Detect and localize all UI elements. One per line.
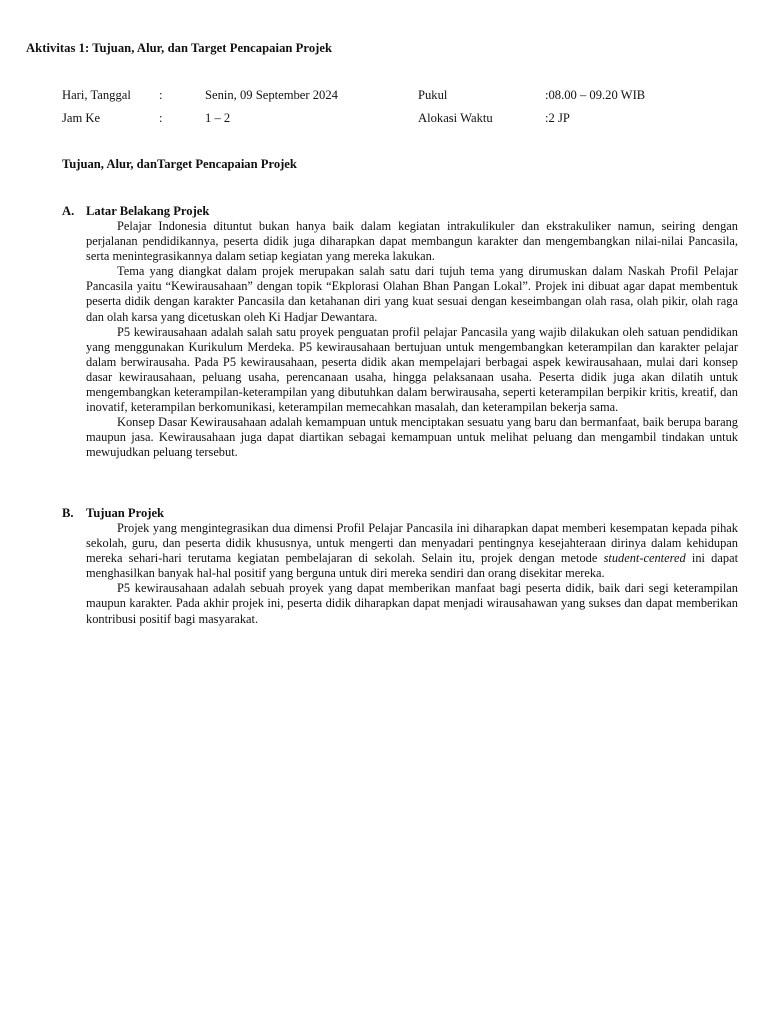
paragraph: P5 kewirausahaan adalah salah satu proyek penguatan profil pelajar Pancasila yang wajib dilakukan oleh satuan pendidikan yang menggunakan Kurikulum Merdeka. P5 kewirausahaan bertujuan untuk mengembangkan keterampilan dan karakter pelajar dalam berwirausaha. Pada P5 kewirausahaan, peserta didik akan mempelajari berbagai aspek kewirausahaan, mulai dari konsep dasar kewirausahaan, peluang usaha, perencanaan usaha, hingga pelaksanaan usaha. Peserta didik juga akan dilatih untuk mengembangkan keterampilan-keterampilan yang dibutuhkan dalam berwirausaha, seperti keterampilan berpikir kritis, kreatif, dan inovatif, keterampilan berkomunikasi, keterampilan memecahkan masalah, dan keterampilan bekerja sama.	[86, 324, 738, 415]
section-subtitle: Tujuan, Alur, danTarget Pencapaian Projek	[62, 157, 297, 171]
jam-separator: :	[159, 111, 163, 125]
section-letter: A.	[62, 204, 75, 218]
section-heading	[62, 506, 738, 521]
paragraph	[86, 521, 738, 581]
pukul-value: :08.00 – 09.20 WIB	[545, 88, 646, 102]
jam-value: 1 – 2	[205, 111, 231, 125]
hari-label: Hari, Tanggal	[62, 88, 131, 102]
section-heading-text: Tujuan Projek	[86, 506, 165, 520]
paragraph-text: ini dapat menghasilkan banyak hal-hal positif yang berguna untuk diri mereka sendiri dan orang disekitar mereka.	[86, 551, 739, 581]
section-heading-text: Latar Belakang Projek	[86, 204, 210, 218]
paragraph-text: Projek yang mengintegrasikan dua dimensi Profil Pelajar Pancasila ini diharapkan dapat memberi kesempatan kepada pihak sekolah, guru, dan peserta didik khususnya, untuk mengerti dan menyadari pentingnya kesejahteraan dirinya dalam kehidupan mereka sehari-hari terutama kegiatan pembelajaran di sekolah. Selain itu, projek dengan metode	[86, 521, 738, 566]
paragraph: Konsep Dasar Kewirausahaan adalah kemampuan untuk menciptakan sesuatu yang baru dan bermanfaat, baik berupa barang maupun jasa. Kewirausahaan juga dapat diartikan sebagai kemampuan untuk melihat peluang dan mengambil tindakan untuk mewujudkan peluang tersebut.	[86, 415, 738, 460]
document-title: Aktivitas 1: Tujuan, Alur, dan Target Pencapaian Projek	[26, 41, 333, 55]
section-body	[86, 521, 738, 627]
jam-label: Jam Ke	[62, 111, 101, 125]
section-body	[86, 219, 738, 461]
alokasi-value: :2 JP	[545, 111, 570, 125]
section-latar-belakang	[62, 204, 738, 461]
section-letter: B.	[62, 506, 74, 520]
pukul-label: Pukul	[418, 88, 448, 102]
section-heading	[62, 204, 738, 219]
paragraph: Tema yang diangkat dalam projek merupakan salah satu dari tujuh tema yang dirumuskan dalam Naskah Profil Pelajar Pancasila yaitu “Kewirausahaan” dengan topik “Ekplorasi Olahan Bhan Pangan Lokal”. Projek ini dibuat agar dapat membentuk peserta didik dengan karakter Pancasila dan ketahanan diri yang kuat sesuai dengan keseimbangan olah rasa, olah pikir, olah raga dan olah karsa yang dicetuskan oleh Ki Hadjar Dewantara.	[86, 264, 738, 324]
hari-separator: :	[159, 88, 163, 102]
hari-value: Senin, 09 September 2024	[205, 88, 338, 102]
alokasi-label: Alokasi Waktu	[418, 111, 493, 125]
paragraph: P5 kewirausahaan adalah sebuah proyek yang dapat memberikan manfaat bagi peserta didik, baik dari segi keterampilan maupun karakter. Pada akhir projek ini, peserta didik diharapkan dapat menjadi wirausahawan yang sukses dan dapat memberikan kontribusi positif bagi masyarakat.	[86, 581, 738, 626]
section-tujuan	[62, 506, 738, 627]
paragraph: Pelajar Indonesia dituntut bukan hanya baik dalam kegiatan intrakulikuler dan ekstrakuliker namun, seiring dengan perjalanan pendidikannya, peserta didik juga diharapkan dapat membangun karakter dan mengembangkan nilai-nilai Pancasila, serta menintegrasikannya dalam setiap kegiatan yang mereka lakukan.	[86, 219, 738, 264]
emphasis-text: student-centered	[603, 551, 686, 566]
